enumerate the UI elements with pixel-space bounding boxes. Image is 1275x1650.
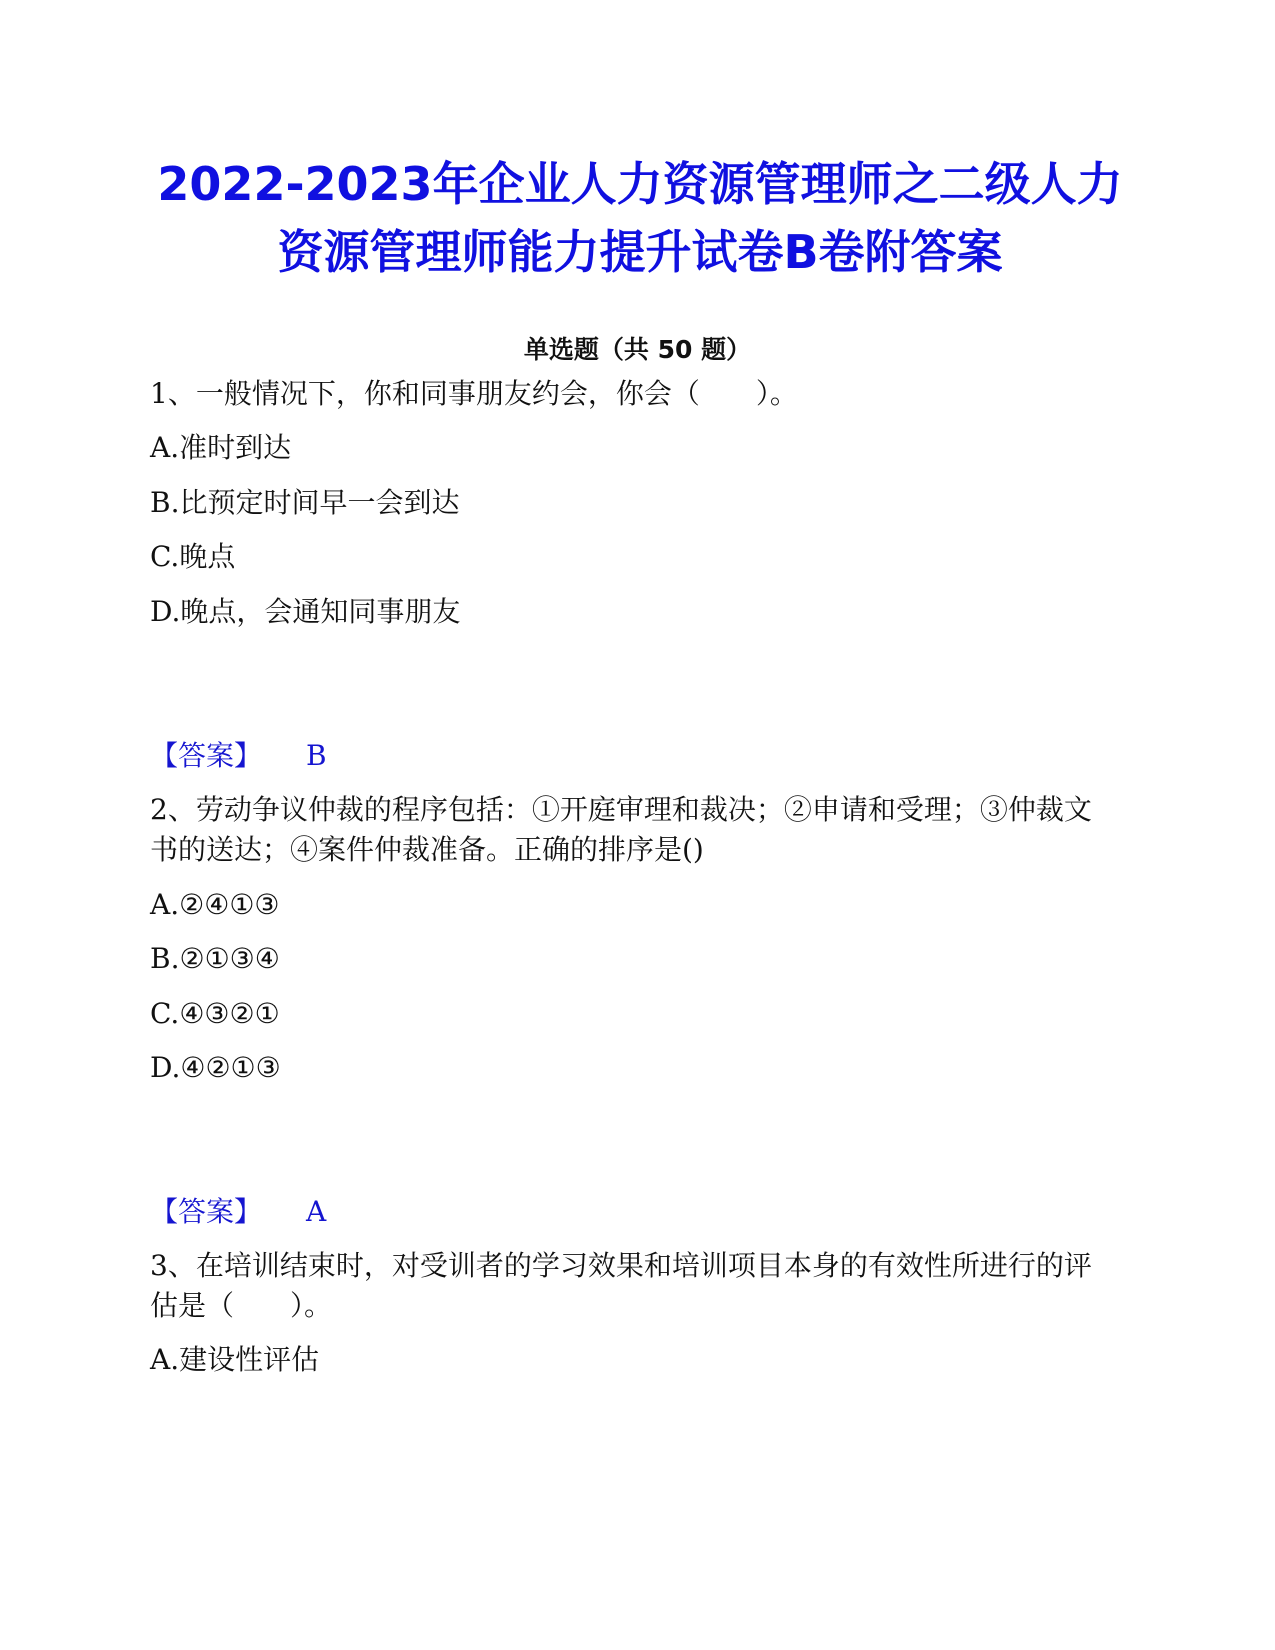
question-2-answer	[150, 1192, 326, 1232]
question-2-option-b: B.②①③④	[150, 942, 280, 975]
question-1-option-d: D.晚点，会通知同事朋友	[150, 595, 461, 628]
answer-value: B	[306, 739, 327, 772]
question-1-stem: 1、一般情况下，你和同事朋友约会，你会（ ）。	[150, 377, 798, 410]
answer-label: 【答案】	[150, 1195, 263, 1228]
answer-value: A	[306, 1195, 327, 1228]
question-2-option-c: C.④③②①	[150, 997, 280, 1030]
section-heading: 单选题（共 50 题）	[523, 335, 752, 364]
question-3-stem: 3、在培训结束时，对受训者的学习效果和培训项目本身的有效性所进行的评估是（ ）。	[150, 1249, 1092, 1322]
question-3-option-a: A.建设性评估	[150, 1343, 320, 1376]
answer-label: 【答案】	[150, 739, 263, 772]
question-2-option-a: A.②④①③	[150, 888, 280, 921]
question-2-stem: 2、劳动争议仲裁的程序包括：①开庭审理和裁决；②申请和受理；③仲裁文书的送达；④案件仲裁准备。正确的排序是()	[150, 793, 1092, 866]
document-title: 2022-2023年企业人力资源管理师之二级人力资源管理师能力提升试卷B卷附答案	[157, 157, 1123, 279]
question-2-option-d: D.④②①③	[150, 1051, 281, 1084]
question-1-option-b: B.比预定时间早一会到达	[150, 486, 460, 519]
question-1-option-a: A.准时到达	[150, 431, 292, 464]
question-1-answer	[150, 736, 327, 776]
question-1-option-c: C.晚点	[150, 540, 236, 573]
